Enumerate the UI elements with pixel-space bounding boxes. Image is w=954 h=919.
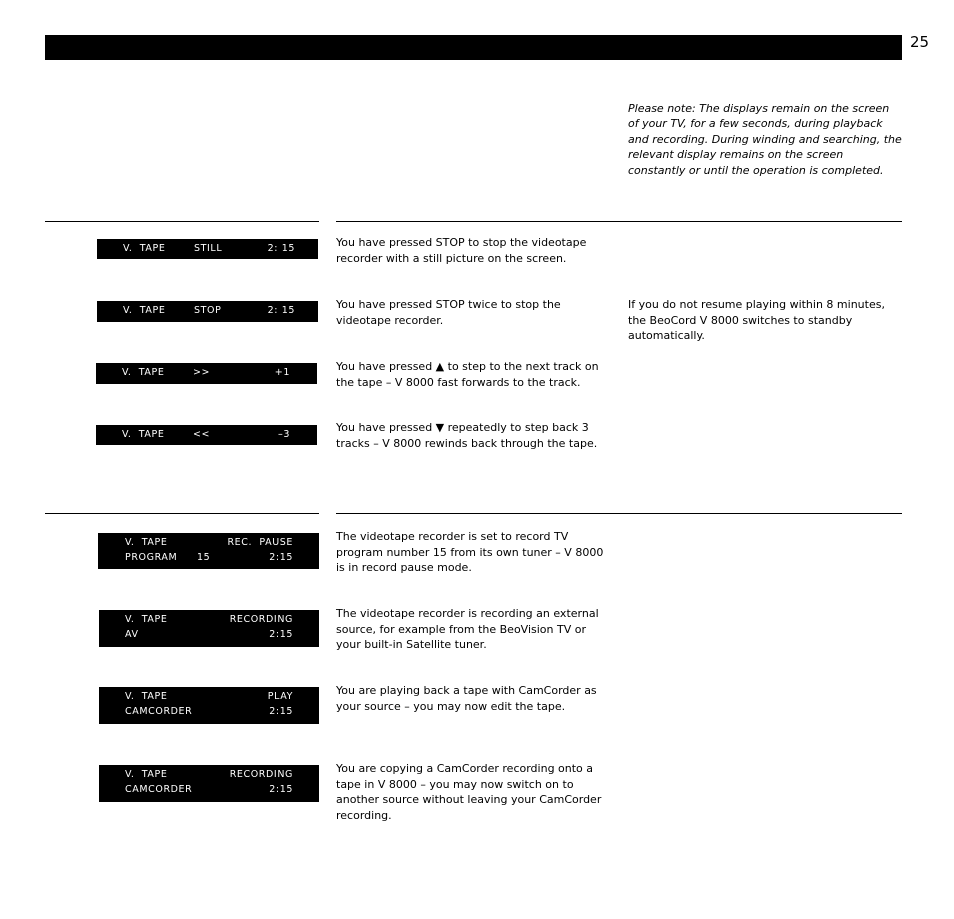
display-mode: PLAY: [267, 691, 293, 702]
description-still: You have pressed STOP to stop the videotape recorder with a still picture on the screen.: [336, 236, 587, 265]
display-mode: RECORDING: [229, 614, 293, 625]
display-note: Please note: The displays remain on the screen of your TV, for a few seconds, during playback and recording. During winding and searching, the relevant display remains on the screen constantly or until the operation is completed.: [628, 102, 902, 177]
display-input: CAMCORDER: [125, 784, 193, 795]
section1-rule-left: [45, 221, 319, 222]
section1-rule-right: [336, 221, 902, 222]
display-mode: >>: [193, 367, 211, 378]
description-forward: You have pressed ▲ to step to the next track on the tape – V 8000 fast forwards to the track.: [336, 360, 599, 389]
display-mode: <<: [193, 429, 211, 440]
tv-display-recording-av: [99, 610, 319, 647]
display-source: V. TAPE: [125, 614, 168, 625]
display-input: AV: [125, 629, 139, 640]
display-source: V. TAPE: [122, 367, 165, 378]
display-value: 2: 15: [267, 305, 295, 316]
display-value: 2: 15: [267, 243, 295, 254]
tv-display-rec-pause: [98, 533, 319, 569]
display-source: V. TAPE: [122, 429, 165, 440]
header-bar: [45, 35, 902, 60]
display-value: –3: [278, 429, 290, 440]
tv-display-stop: [97, 301, 318, 322]
display-input: CAMCORDER: [125, 706, 193, 717]
display-time: 2:15: [269, 629, 293, 640]
description-play-camcorder: You are playing back a tape with CamCorder as your source – you may now edit the tape.: [336, 684, 597, 713]
tv-display-forward: [96, 363, 317, 384]
display-time: 2:15: [269, 784, 293, 795]
display-mode: STILL: [194, 243, 223, 254]
page-number: 25: [910, 33, 930, 51]
description-rec-pause: The videotape recorder is set to record TV program number 15 from its own tuner – V 8000 is in record pause mode.: [336, 530, 604, 574]
display-source: V. TAPE: [123, 243, 166, 254]
description-recording-av: The videotape recorder is recording an external source, for example from the BeoVision TV or your built-in Satellite tuner.: [336, 607, 599, 651]
tv-display-rewind: [96, 425, 317, 445]
tv-display-recording-camcorder: [99, 765, 319, 802]
display-program-number: 15: [197, 552, 211, 563]
display-source: V. TAPE: [123, 305, 166, 316]
display-mode: REC. PAUSE: [227, 537, 293, 548]
display-source: V. TAPE: [125, 537, 168, 548]
description-recording-camcorder: You are copying a CamCorder recording onto a tape in V 8000 – you may now switch on to another source without leaving your CamCorder recording.: [336, 762, 602, 822]
display-mode: STOP: [194, 305, 222, 316]
description-rewind: You have pressed ▼ repeatedly to step back 3 tracks – V 8000 rewinds back through the tape.: [336, 421, 598, 450]
standby-note: If you do not resume playing within 8 minutes, the BeoCord V 8000 switches to standby automatically.: [628, 298, 885, 342]
description-stop: You have pressed STOP twice to stop the videotape recorder.: [336, 298, 561, 327]
display-source: V. TAPE: [125, 769, 168, 780]
tv-display-play-camcorder: [99, 687, 319, 724]
display-time: 2:15: [269, 552, 293, 563]
tv-display-still: [97, 239, 318, 259]
display-program: PROGRAM: [125, 552, 178, 563]
display-time: 2:15: [269, 706, 293, 717]
section2-rule-left: [45, 513, 319, 514]
section2-rule-right: [336, 513, 902, 514]
display-value: +1: [274, 367, 290, 378]
display-source: V. TAPE: [125, 691, 168, 702]
display-mode: RECORDING: [229, 769, 293, 780]
